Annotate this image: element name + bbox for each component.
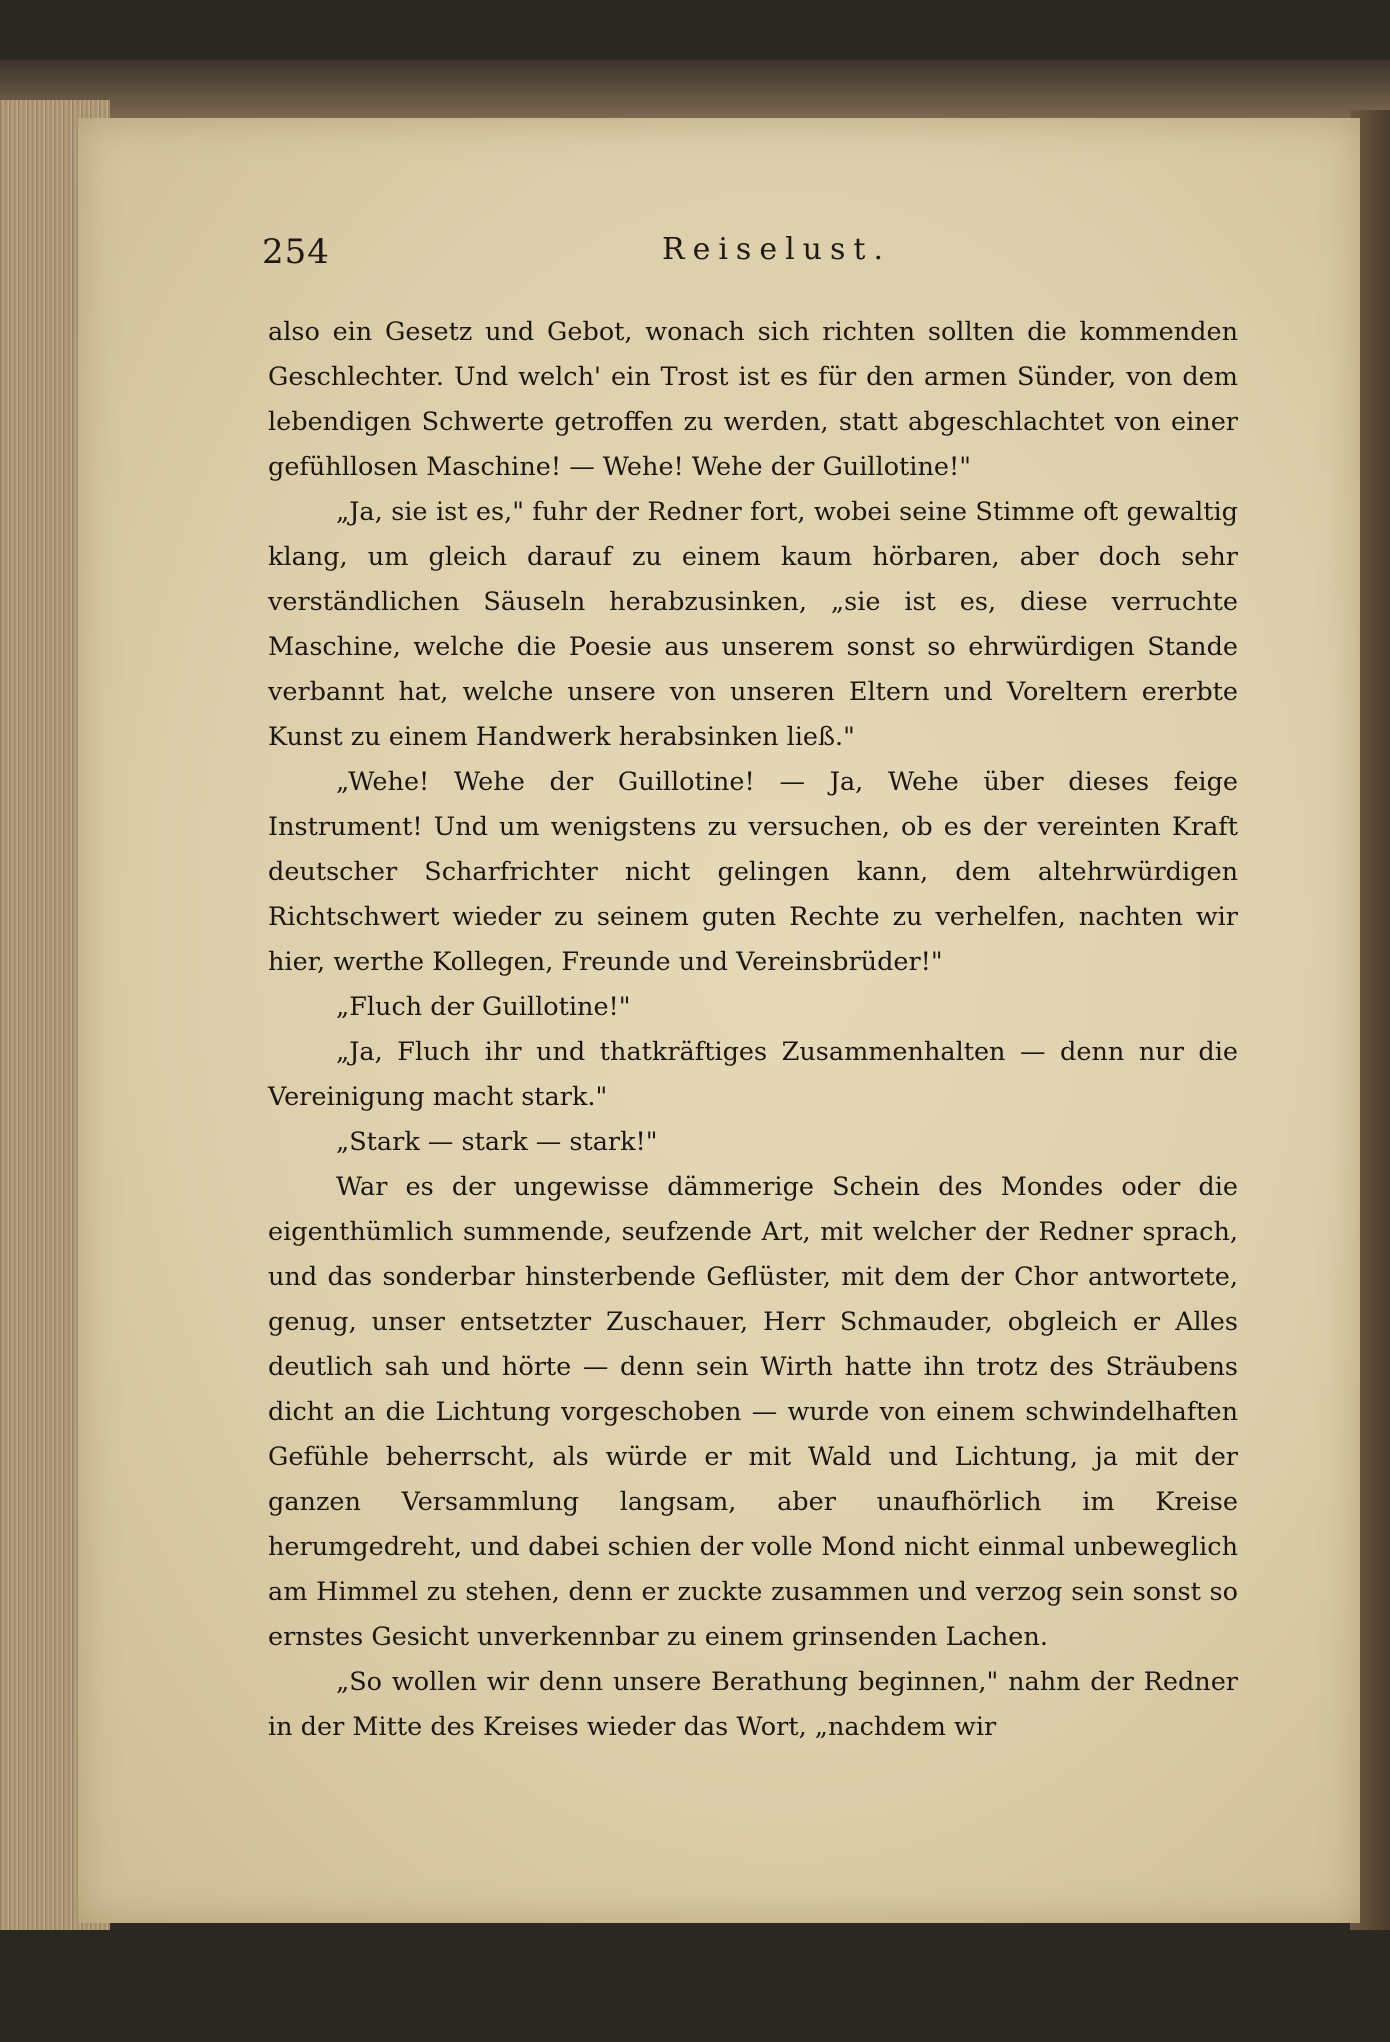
paragraph-2: „Ja, sie ist es," fuhr der Redner fort, wobei seine Stimme oft gewaltig klang, um gleich darauf zu einem kaum hörbaren, aber doch sehr verständlichen Säuseln herabzusinken, „sie ist es, diese verruchte Maschine, welche die Poesie aus unserem sonst so ehrwürdigen Stande verbannt hat, welche unsere von unseren Eltern und Voreltern ererbte Kunst zu einem Handwerk herabsinken ließ." [268,497,1238,752]
paragraph-7: War es der ungewisse dämmerige Schein des Mondes oder die eigenthümlich summende, seufzende Art, mit welcher der Redner sprach, und das sonderbar hinsterbende Geflüster, mit dem der Chor antwortete, genug, unser entsetzter Zuschauer, Herr Schmauder, obgleich er Alles deutlich sah und hörte — denn sein Wirth hatte ihn trotz des Sträubens dicht an die Lichtung vorgeschoben — wurde von einem schwindelhaften Gefühle beherrscht, als würde er mit Wald und Lichtung, ja mit der ganzen Versammlung langsam, aber unaufhörlich im Kreise herumgedreht, und dabei schien der volle Mond nicht einmal unbeweglich am Himmel zu stehen, denn er zuckte zusammen und verzog sein sonst so ernstes Gesicht unverkennbar zu einem grinsenden Lachen. [268,1172,1238,1652]
running-title: Reiselust. [662,232,891,267]
paragraph-8: „So wollen wir denn unsere Berathung beginnen," nahm der Redner in der Mitte des Kreises wieder das Wort, „nachdem wir [268,1667,1238,1742]
paragraph-4: „Fluch der Guillotine!" [336,992,631,1022]
body-text [268,310,1238,1750]
paragraph-5: „Ja, Fluch ihr und thatkräftiges Zusammenhalten — denn nur die Vereinigung macht stark." [268,1037,1238,1112]
page-number: 254 [262,232,330,272]
paragraph-3: „Wehe! Wehe der Guillotine! — Ja, Wehe über dieses feige Instrument! Und um wenigstens zu versuchen, ob es der vereinten Kraft deutscher Scharfrichter nicht gelingen kann, dem altehrwürdigen Richtschwert wieder zu seinem guten Rechte zu verhelfen, nachten wir hier, werthe Kollegen, Freunde und Vereinsbrüder!" [268,767,1238,977]
paragraph-6: „Stark — stark — stark!" [336,1127,658,1157]
page-header [262,232,1242,292]
paragraph-1: also ein Gesetz und Gebot, wonach sich richten sollten die kommenden Geschlechter. Und welch' ein Trost ist es für den armen Sünder, von dem lebendigen Schwerte getroffen zu werden, statt abgeschlachtet von einer gefühllosen Maschine! — Wehe! Wehe der Guillotine!" [268,317,1238,482]
